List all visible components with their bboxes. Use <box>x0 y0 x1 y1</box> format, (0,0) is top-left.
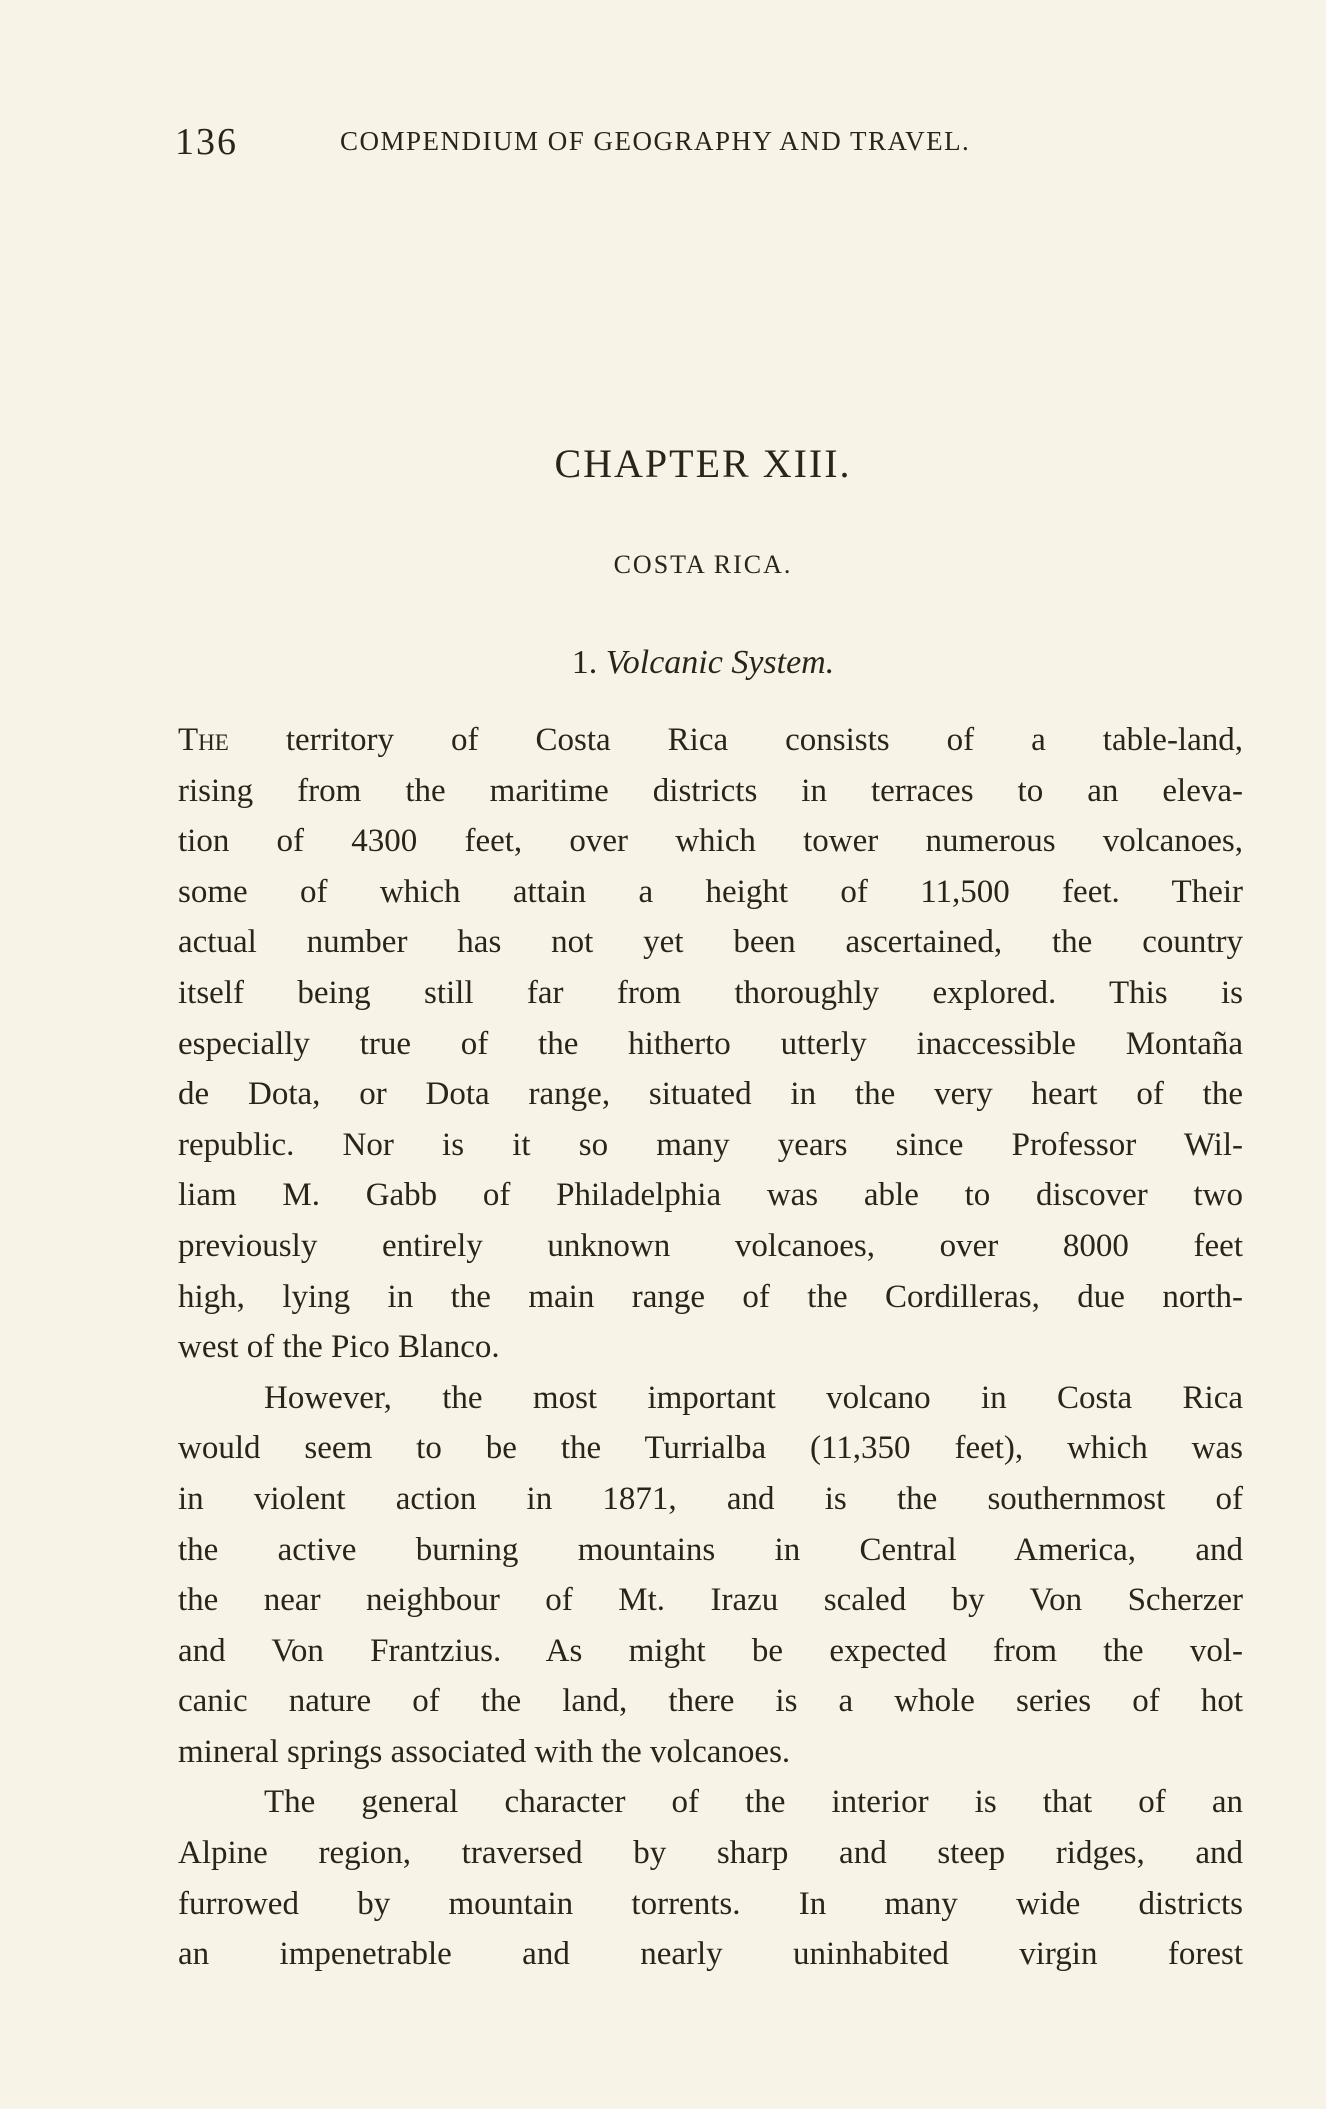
section-heading <box>0 644 1326 682</box>
text-line: furrowed by mountain torrents. In many wide districts <box>178 1885 1243 1922</box>
text-line: and Von Frantzius. As might be expected from the vol- <box>178 1632 1243 1669</box>
section-title: Volcanic System. <box>605 644 835 681</box>
text-line: west of the Pico Blanco. <box>178 1329 500 1366</box>
text-line: mineral springs associated with the volcanoes. <box>178 1733 791 1770</box>
text-line: republic. Nor is it so many years since Professor Wil- <box>178 1126 1243 1163</box>
text-line: actual number has not yet been ascertained, the country <box>178 924 1243 961</box>
text-line: would seem to be the Turrialba (11,350 feet), which was <box>178 1430 1243 1467</box>
text-line <box>178 715 1243 766</box>
line-text: territory of Costa Rica consists of a table-land, <box>285 722 1243 758</box>
text-line: the active burning mountains in Central America, and <box>178 1531 1243 1568</box>
running-head <box>175 120 1175 168</box>
text-line: Alpine region, traversed by sharp and steep ridges, and <box>178 1835 1243 1872</box>
text-line: previously entirely unknown volcanoes, over 8000 feet <box>178 1227 1243 1264</box>
text-line: However, the most important volcano in Costa Rica <box>264 1379 1243 1416</box>
page-number: 136 <box>175 121 238 163</box>
text-line: liam M. Gabb of Philadelphia was able to discover two <box>178 1177 1243 1214</box>
chapter-title: CHAPTER XIII. <box>554 441 852 486</box>
text-line: high, lying in the main range of the Cordilleras, due north- <box>178 1278 1243 1315</box>
text-line: in violent action in 1871, and is the southernmost of <box>178 1480 1243 1517</box>
text-line: canic nature of the land, there is a whole series of hot <box>178 1683 1243 1720</box>
text-line: an impenetrable and nearly uninhabited virgin forest <box>178 1936 1243 1973</box>
text-line: some of which attain a height of 11,500 feet. Their <box>178 873 1243 910</box>
text-line: tion of 4300 feet, over which tower numerous volcanoes, <box>178 823 1243 860</box>
lead-word: The <box>178 722 229 758</box>
text-line: especially true of the hitherto utterly inaccessible Montaña <box>178 1025 1243 1062</box>
running-title: COMPENDIUM OF GEOGRAPHY AND TRAVEL. <box>340 126 971 156</box>
text-line: de Dota, or Dota range, situated in the very heart of the <box>178 1076 1243 1113</box>
text-line: The general character of the interior is that of an <box>264 1784 1243 1821</box>
chapter-subtitle: COSTA RICA. <box>613 550 793 579</box>
text-line: rising from the maritime districts in terraces to an eleva- <box>178 772 1243 809</box>
body-text <box>178 715 1243 1980</box>
text-line: itself being still far from thoroughly explored. This is <box>178 974 1243 1011</box>
section-number: 1. <box>571 644 598 681</box>
text-line: the near neighbour of Mt. Irazu scaled by Von Scherzer <box>178 1582 1243 1619</box>
